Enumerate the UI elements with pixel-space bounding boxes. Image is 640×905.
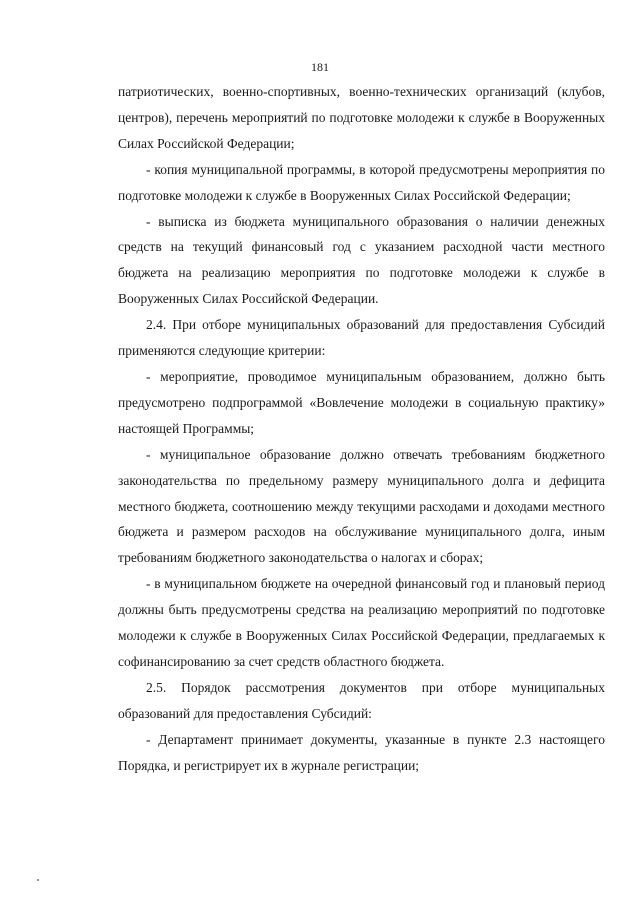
paragraph-5: - мероприятие, проводимое муниципальным образованием, должно быть предусмотрено подпрограммой «Вовлечение молодежи в социальную практику» настоящей Программы; [118, 368, 605, 436]
paragraph-8: 2.5. Порядок рассмотрения документов при отборе муниципальных образований для предоставления Субсидий: [118, 679, 605, 721]
paragraph-6: - муниципальное образование должно отвечать требованиям бюджетного законодательства по предельному размеру муниципального долга и дефицита местного бюджета, соотношению между текущими расходами и доходами местного бюджета и размером расходов на обслуживание муниципального долга, иным требованиям бюджетного законодательства о налогах и сборах; [118, 446, 605, 566]
page-number: 181 [311, 60, 329, 74]
paragraph-4: 2.4. При отборе муниципальных образований для предоставления Субсидий применяются следующие критерии: [118, 317, 605, 359]
paragraph-7: - в муниципальном бюджете на очередной финансовый год и плановый период должны быть предусмотрены средства на реализацию мероприятий по подготовке молодежи к службе в Вооруженных Силах Российской Федерации, предлагаемых к софинансированию за счет средств областного бюджета. [118, 576, 605, 669]
paragraph-1: патриотических, военно-спортивных, военно-технических организаций (клубов, центров), перечень мероприятий по подготовке молодежи к службе в Вооруженных Силах Российской Федерации; [118, 84, 605, 151]
paragraph-3: - выписка из бюджета муниципального образования о наличии денежных средств на текущий финансовый год с указанием расходной части местного бюджета на реализацию мероприятия по подготовке молодежи к службе в Вооруженных Силах Российской Федерации. [118, 213, 605, 307]
scan-speck [37, 879, 39, 881]
document-body [118, 79, 605, 778]
paragraph-2: - копия муниципальной программы, в которой предусмотрены мероприятия по подготовке молодежи к службе в Вооруженных Силах Российской Федерации; [118, 161, 605, 203]
paragraph-9: - Департамент принимает документы, указанные в пункте 2.3 настоящего Порядка, и регистрирует их в журнале регистрации; [118, 731, 605, 773]
